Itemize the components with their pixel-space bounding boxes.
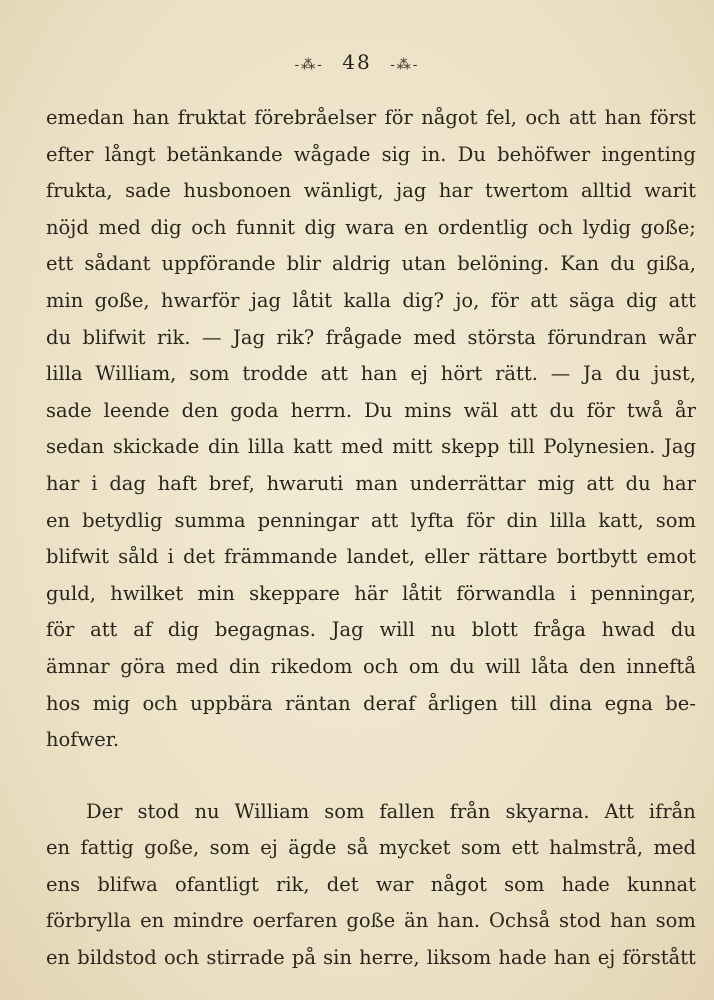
text-line: sedan skickade din lilla katt med mitt skepp till Polynesien. Jag bbox=[46, 435, 696, 459]
text-line: hofwer. bbox=[46, 728, 120, 752]
text-line: ett sådant uppförande blir aldrig utan belöning. Kan du gißa, bbox=[46, 252, 696, 276]
text-line: Der stod nu William som fallen från skyarna. Att ifrån bbox=[86, 799, 696, 823]
text-line: en bildstod och stirrade på sin herre, liksom hade han ej förstått bbox=[46, 946, 696, 970]
text-line: blifwit såld i det främmande landet, eller rättare bortbytt emot bbox=[46, 545, 696, 569]
text-line: nöjd med dig och funnit dig wara en ordentlig och lydig goße; bbox=[46, 215, 696, 239]
page-number: 48 bbox=[342, 50, 372, 74]
text-line: förbrylla en mindre oerfaren goße än han. Ochså stod han som bbox=[46, 909, 696, 933]
text-line: du blifwit rik. — Jag rik? frågade med största förundran wår bbox=[46, 325, 696, 349]
text-line: min goße, hwarför jag låtit kalla dig? jo, för att säga dig att bbox=[46, 288, 696, 312]
text-line: guld, hwilket min skeppare här låtit förwandla i penningar, bbox=[46, 581, 696, 605]
body-text bbox=[46, 100, 696, 977]
text-line: hos mig och uppbära räntan deraf årligen till dina egna be- bbox=[46, 691, 696, 715]
text-line: en betydlig summa penningar att lyfta för din lilla katt, som bbox=[46, 508, 696, 532]
text-line: har i dag haft bref, hwaruti man underrättar mig att du har bbox=[46, 471, 696, 495]
text-line: för att af dig begagnas. Jag will nu blott fråga hwad du bbox=[46, 618, 696, 642]
paragraph bbox=[46, 100, 696, 759]
text-line: ens blifwa ofantligt rik, det war något som hade kunnat bbox=[46, 872, 696, 896]
paragraph bbox=[46, 794, 696, 977]
text-line: efter långt betänkande wågade sig in. Du behöfwer ingenting bbox=[46, 142, 696, 166]
ornament-right-icon: -⁂- bbox=[390, 57, 420, 73]
text-line: en fattig goße, som ej ägde så mycket som ett halmstrå, med bbox=[46, 836, 696, 860]
page-header bbox=[0, 50, 714, 74]
ornament-left-icon: -⁂- bbox=[294, 57, 324, 73]
text-line: lilla William, som trodde att han ej hört rätt. — Ja du just, bbox=[46, 362, 696, 386]
text-line: ämnar göra med din rikedom och om du will låta den inneftå bbox=[46, 654, 696, 678]
paragraph-gap bbox=[46, 759, 696, 794]
text-line: emedan han fruktat förebråelser för något fel, och att han först bbox=[46, 106, 696, 129]
text-line: frukta, sade husbonoen wänligt, jag har twertom alltid warit bbox=[46, 179, 696, 203]
text-line: sade leende den goda herrn. Du mins wäl att du för twå år bbox=[46, 398, 696, 422]
